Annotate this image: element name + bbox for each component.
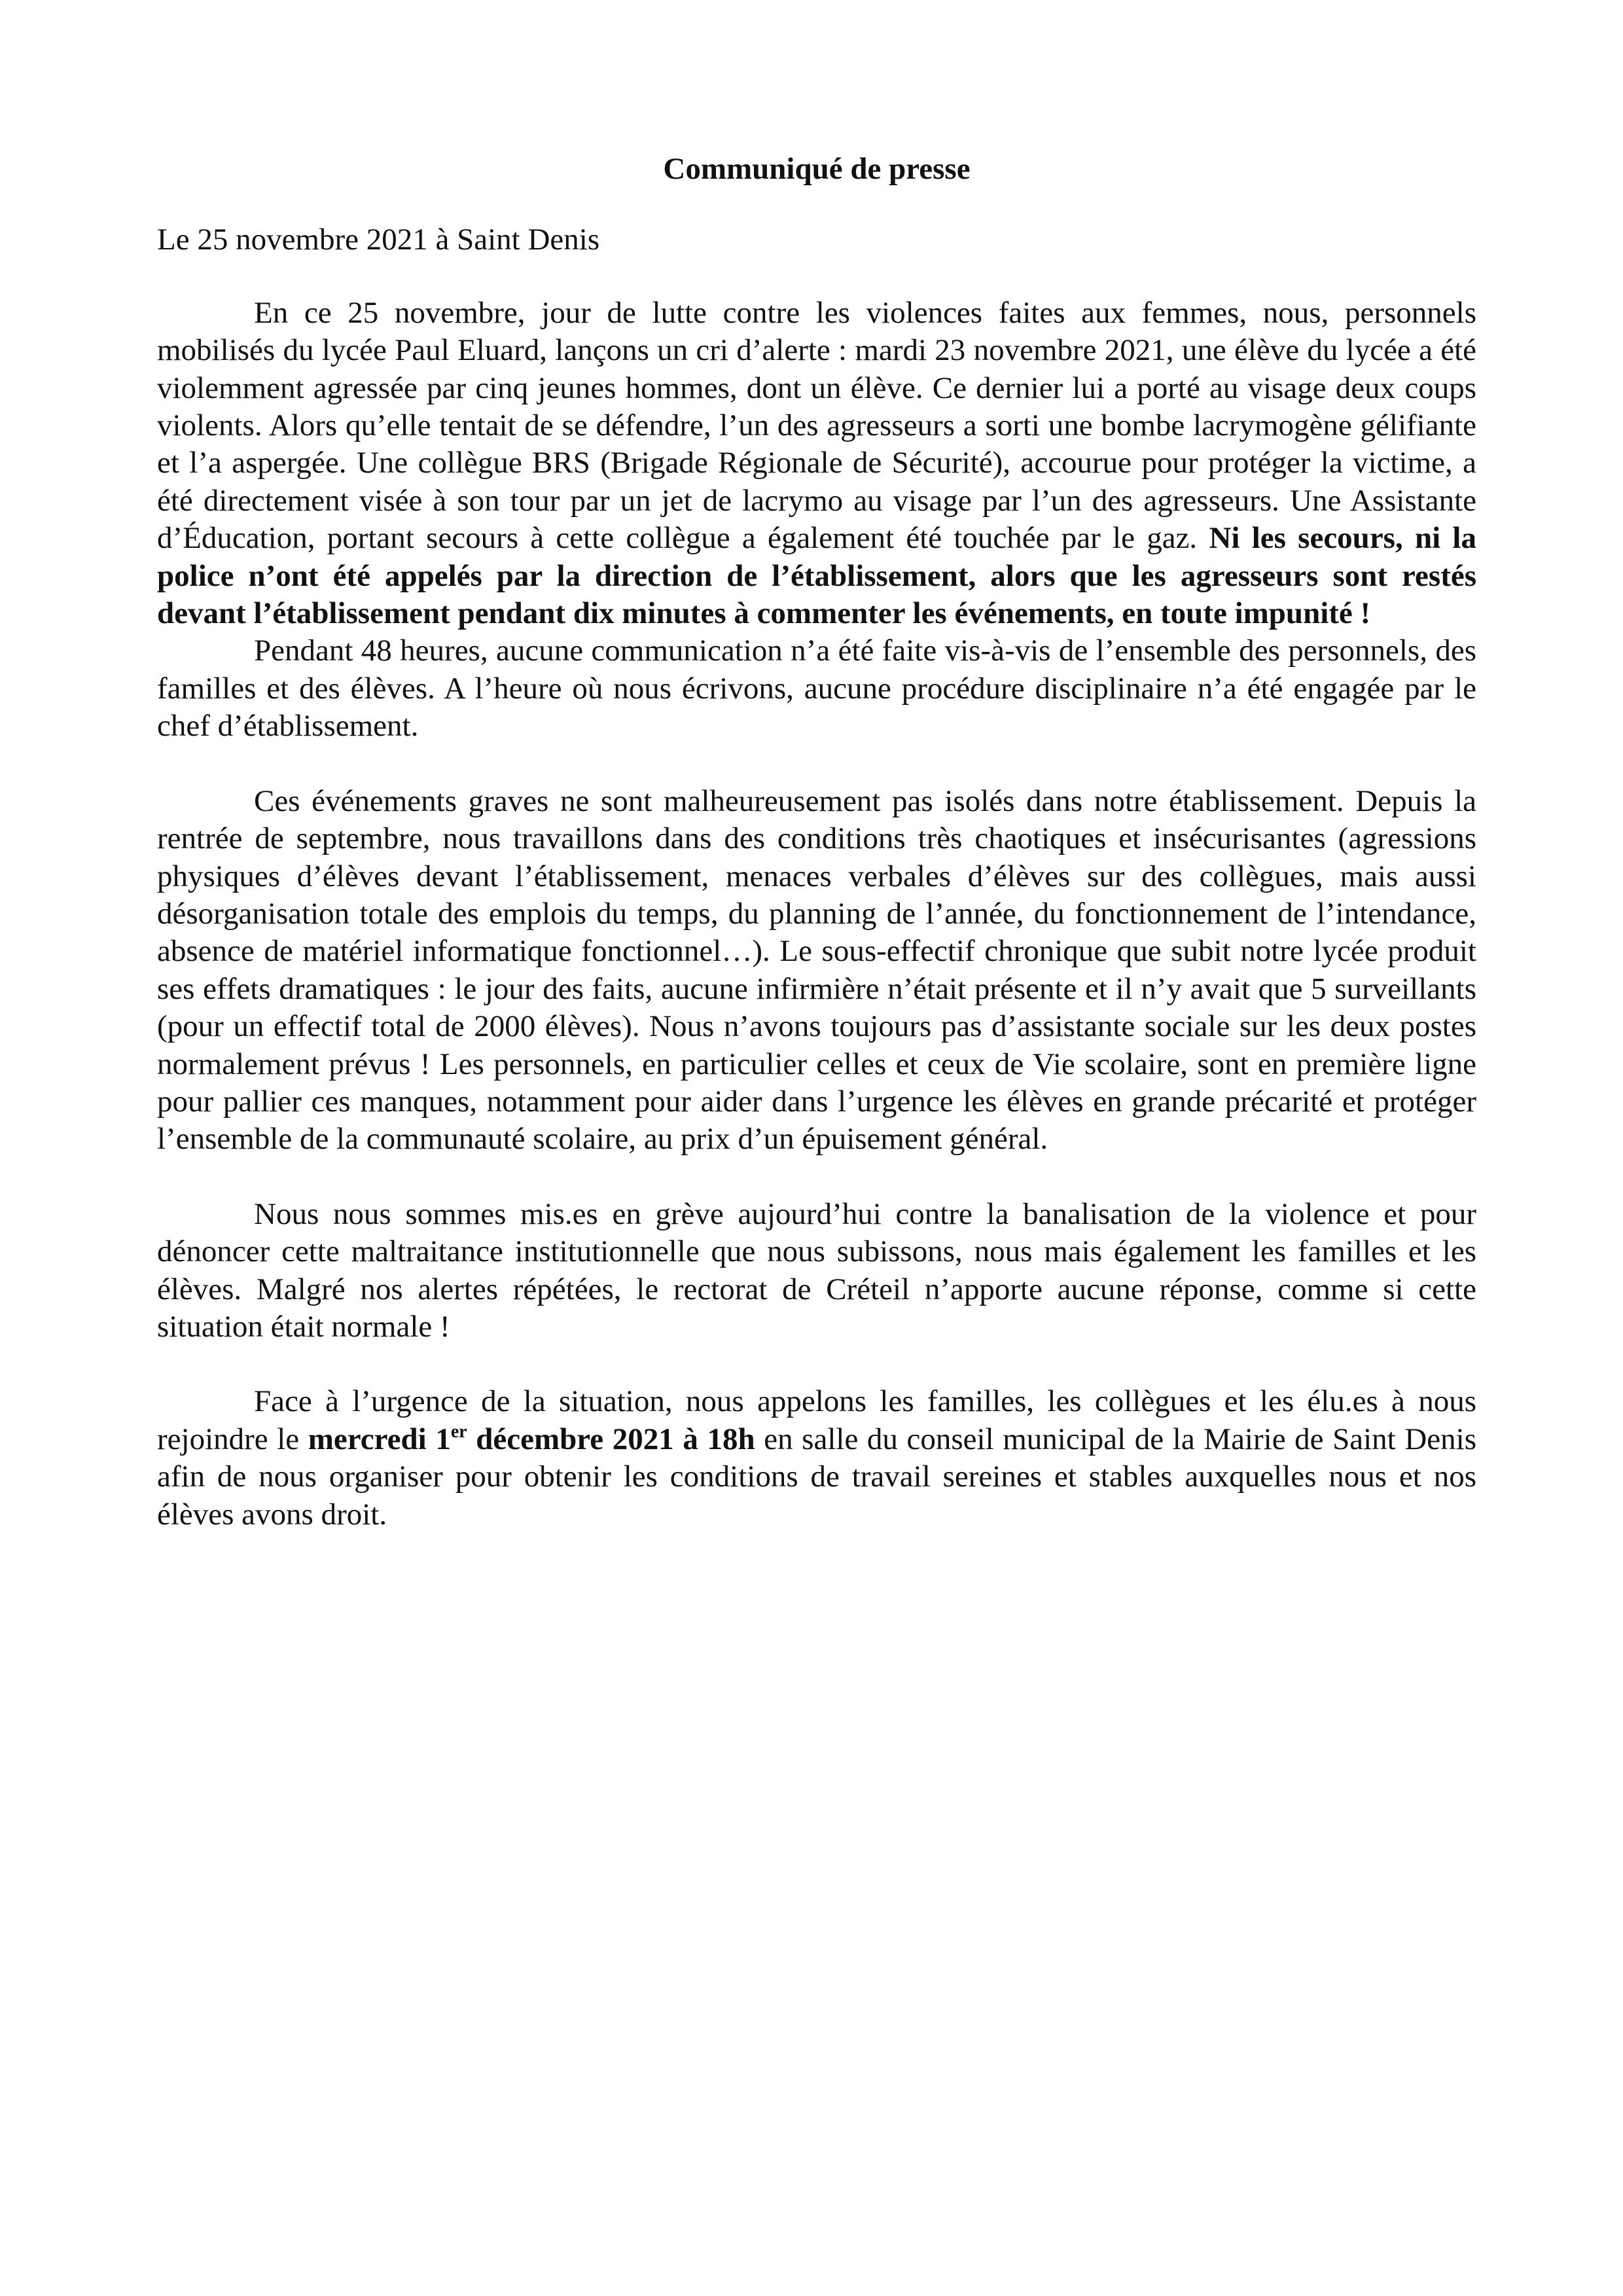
paragraph-incident-emphasis: Ni les secours, ni la police n’ont été appelés par la direction de l’établissement, alors que les agresseurs sont restés devant l’établissement pendant dix minutes à commenter les événements, en toute impunité ! <box>157 521 1476 631</box>
meeting-date <box>308 1422 755 1456</box>
call-to-action-details: en salle du conseil municipal de la Mairie de Saint Denis afin de nous organiser pour obtenir les conditions de travail sereines et stables auxquelles nous et nos élèves avons droit. <box>157 1422 1476 1532</box>
dateline: Le 25 novembre 2021 à Saint Denis <box>157 223 600 257</box>
paragraph-communication: Pendant 48 heures, aucune communication n’a été faite vis-à-vis de l’ensemble des personnels, des familles et des élèves. A l’heure où nous écrivons, aucune procédure disciplinaire n’a été engagée par le chef d’établissement. <box>157 634 1476 744</box>
paragraph-call-to-action <box>157 1383 1476 1534</box>
paragraph-incident <box>157 295 1476 633</box>
paragraph-strike: Nous nous sommes mis.es en grève aujourd’hui contre la banalisation de la violence et pour dénoncer cette maltraitance institutionnelle que nous subissons, nous mais également les familles et les élèves. Malgré nos alertes répétées, le rectorat de Créteil n’apporte aucune réponse, comme si cette situation était normale ! <box>157 1196 1476 1344</box>
meeting-time: décembre 2021 à 18h <box>467 1422 755 1456</box>
page-title: Communiqué de presse <box>663 152 971 186</box>
document-body <box>157 151 1476 1534</box>
paragraph-incident-text: En ce 25 novembre, jour de lutte contre les violences faites aux femmes, nous, personnels mobilisés du lycée Paul Eluard, lançons un cri d’alerte : mardi 23 novembre 2021, une élève du lycée a été violemment agressée par cinq jeunes hommes, dont un élève. Ce dernier lui a porté au visage deux coups violents. Alors qu’elle tentait de se défendre, l’un des agresseurs a sorti une bombe lacrymogène gélifiante et l’a aspergée. Une collègue BRS (Brigade Régionale de Sécurité), accourue pour protéger la victime, a été directement visée à son tour par un jet de lacrymo au visage par l’un des agresseurs. Une Assistante d’Éducation, portant secours à cette collègue a également été touchée par le gaz. <box>157 295 1476 556</box>
call-to-action-intro: Face à l’urgence de la situation, nous appelons les familles, les collègues et les élu.es à nous rejoindre le <box>157 1384 1476 1456</box>
paragraph-context: Ces événements graves ne sont malheureusement pas isolés dans notre établissement. Depuis la rentrée de septembre, nous travaillons dans des conditions très chaotiques et insécurisantes (agressions physiques d’élèves devant l’établissement, menaces verbales d’élèves sur des collègues, mais aussi désorganisation totale des emplois du temps, du planning de l’année, du fonctionnement de l’intendance, absence de matériel informatique fonctionnel…). Le sous-effectif chronique que subit notre lycée produit ses effets dramatiques : le jour des faits, aucune infirmière n’était présente et il n’y avait que 5 surveillants (pour un effectif total de 2000 élèves). Nous n’avons toujours pas d’assistante sociale sur les deux postes normalement prévus ! Les personnels, en particulier celles et ceux de Vie scolaire, sont en première ligne pour pallier ces manques, notamment pour aider dans l’urgence les élèves en grande précarité et protéger l’ensemble de la communauté scolaire, au prix d’un épuisement général. <box>157 783 1476 1157</box>
ordinal-superscript: er <box>450 1421 467 1442</box>
meeting-day: mercredi 1 <box>308 1422 451 1456</box>
